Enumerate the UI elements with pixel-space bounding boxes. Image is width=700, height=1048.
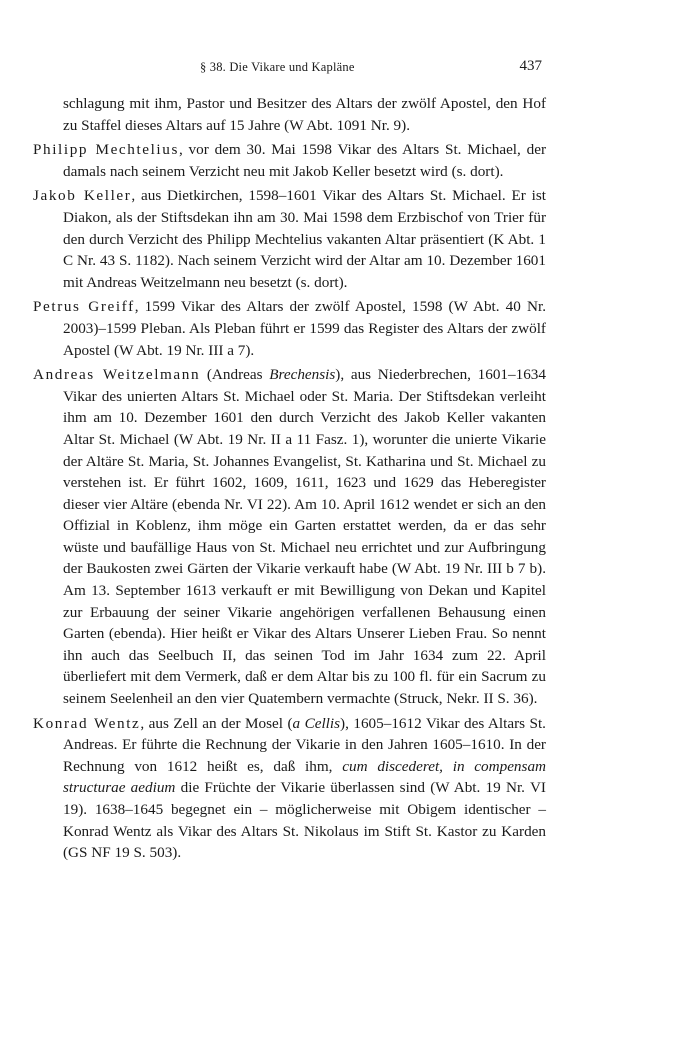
entry-wentz bbox=[33, 713, 546, 864]
entry-text: die Früchte der Vikarie überlassen sind (W Abt. 19 Nr. VI 19). 1638–1645 begegnet ein – möglicherweise mit Obigem identischer – Konrad Wentz als Vikar des Altars St. Nikolaus im Stift St. Kastor zu Karden (GS NF 19 S. 503). bbox=[63, 779, 546, 862]
entry-greiff bbox=[33, 296, 546, 361]
person-name: Andreas Weitzelmann bbox=[33, 366, 201, 384]
entry-keller bbox=[33, 185, 546, 293]
entry-text: ), aus Niederbrechen, 1601–1634 Vikar des unierten Altars St. Michael oder St. Maria. Der Stiftsdekan verleiht ihm am 10. Dezember 1601 den durch Verzicht des Jakob Keller vakanten Altar St. Michael (W Abt. 19 Nr. II a 11 Fasz. 1), worunter die unierte Vikarie der Altäre St. Maria, St. Johannes Evangelist, St. Katharina und St. Michael zu verstehen ist. Er führt 1602, 1609, 1611, 1623 und 1629 das Heberegister dieser vier Altäre (ebenda Nr. VI 22). Am 10. April 1612 wendet er sich an den Offizial in Koblenz, ihm möge ein Garten erstattet werden, da er das sehr wüste und baufällige Haus von St. Michael neu errichtet und zur Aufbringung der Baukosten zwei Gärten der Vikarie verkauft habe (W Abt. 19 Nr. III b 7 b). Am 13. September 1613 verkauft er mit Bewilligung von Dekan und Kapitel zur Erbauung der seiner Vikarie angehörigen verfallenen Behausung einen Garten (ebenda). Hier heißt er Vikar des Altars Unserer Lieben Frau. So nennt ihn auch das Seelbuch II, das seinen Tod im Jahr 1634 zum 22. April überliefert mit dem Vermerk, daß er dem Altar bis zu 100 fl. für ein Sacrum zu seinem Seelenheil an den vier Quatembern vermachte (Struck, Nekr. II S. 36). bbox=[63, 366, 546, 708]
person-name: Petrus Greiff bbox=[33, 298, 135, 316]
latin-name: Brechensis bbox=[269, 366, 336, 384]
entry-text-mid: ), 1605–1612 Vikar des Altars St. Andreas. Er führte die Rechnung der Vikarie in den Jahren 1605–1610. In der Rechnung von 1612 heißt es, daß ihm, bbox=[63, 714, 546, 775]
entry-text: , vor dem 30. Mai 1598 Vikar des Altars St. Michael, der damals nach seinem Verzicht neu mit Jakob Keller besetzt wird (s. dort). bbox=[63, 141, 547, 180]
running-title: § 38. Die Vikare und Kapläne bbox=[200, 60, 355, 74]
body-text bbox=[33, 93, 546, 867]
entry-text: schlagung mit ihm, Pastor und Besitzer des Altars der zwölf Apostel, den Hof zu Staffel dieses Altars auf 15 Jahre (W Abt. 1091 Nr. 9). bbox=[63, 95, 546, 134]
entry-text: , 1599 Vikar des Altars der zwölf Apostel, 1598 (W Abt. 40 Nr. 2003)–1599 Pleban. Als Pleban führt er 1599 das Register des Altars der zwölf Apostel (W Abt. 19 Nr. III a 7). bbox=[63, 298, 546, 359]
latin-quote: cum discederet, in compensam structurae aedium bbox=[63, 757, 547, 797]
entry-text-before: , aus Zell an der Mosel ( bbox=[140, 714, 293, 732]
person-name: Philipp Mechtelius bbox=[33, 141, 179, 159]
entry-text-before: (Andreas bbox=[200, 366, 270, 384]
person-name: Jakob Keller bbox=[33, 187, 132, 205]
entry-mechtelius bbox=[33, 139, 546, 182]
entry-continuation bbox=[33, 93, 546, 136]
person-name: Konrad Wentz bbox=[33, 714, 141, 732]
entry-text: , aus Dietkirchen, 1598–1601 Vikar des Altars St. Michael. Er ist Diakon, als der Stiftsdekan ihn am 30. Mai 1598 dem Erzbischof von Trier für den durch Verzicht des Philipp Mechtelius vakanten Altar präsentiert (K Abt. 1 C Nr. 43 S. 1182). Nach seinem Verzicht wird der Altar am 10. Dezember 1601 mit Andreas Weitzelmann neu besetzt (s. dort). bbox=[63, 187, 546, 291]
page-number: 437 bbox=[519, 58, 542, 74]
latin-place: a Cellis bbox=[292, 714, 341, 732]
entry-weitzelmann bbox=[33, 364, 546, 710]
